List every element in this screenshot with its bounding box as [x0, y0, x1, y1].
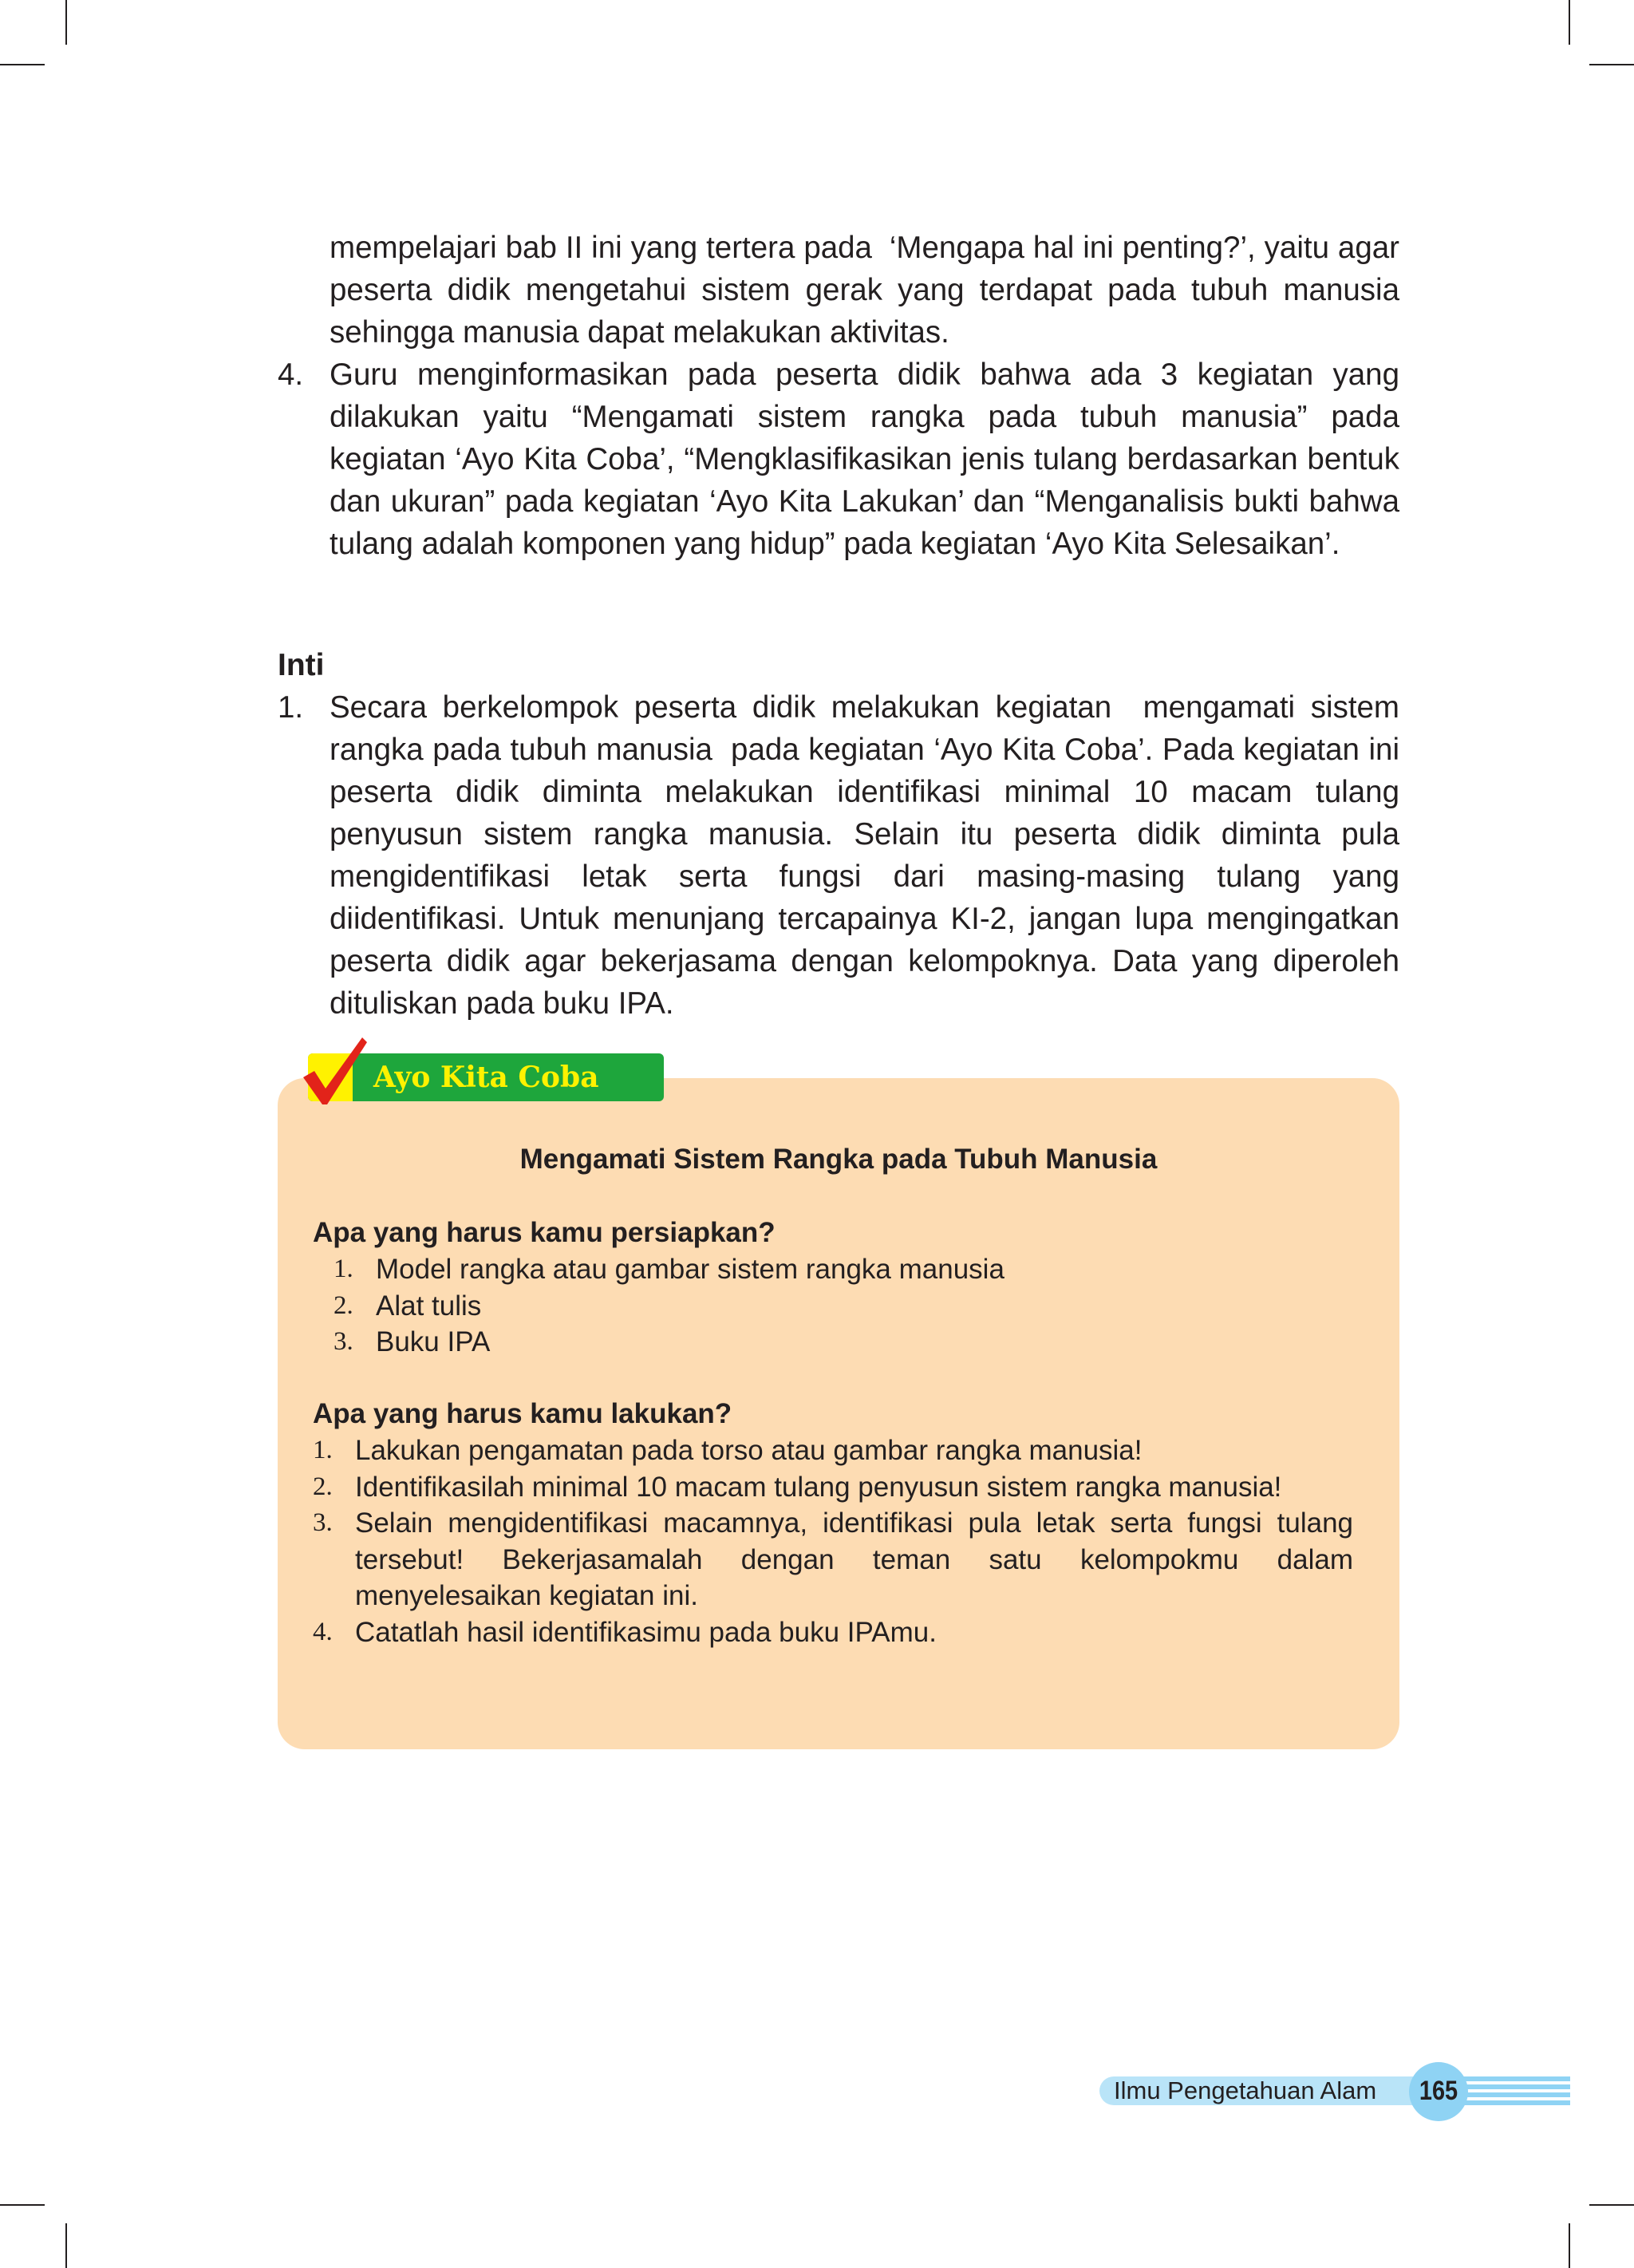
inti-section: [278, 644, 1399, 1025]
crop-mark: [1569, 0, 1570, 45]
crop-mark: [65, 2223, 67, 2268]
list-item-number: 3.: [334, 1327, 353, 1356]
list-item: [313, 1614, 1353, 1651]
list-item-text: Selain mengidentifikasi macamnya, identifikasi pula letak serta fungsi tulang tersebut! Bekerjasamalah dengan teman satu kelompokmu dalam menyelesaikan kegiatan ini.: [355, 1507, 1353, 1611]
list-item-text: Catatlah hasil identifikasimu pada buku IPAmu.: [355, 1616, 937, 1648]
footer-book-title: Ilmu Pengetahuan Alam: [1114, 2076, 1377, 2104]
list-item-number: 1.: [334, 1255, 353, 1283]
intro-item-4-number: 4.: [278, 358, 304, 392]
list-item-text: Lakukan pengamatan pada torso atau gambar rangka manusia!: [355, 1435, 1143, 1466]
do-heading: Apa yang harus kamu lakukan?: [313, 1398, 732, 1429]
page-number: 165: [1419, 2076, 1458, 2106]
crop-mark: [1589, 64, 1634, 65]
list-item-text: Alat tulis: [376, 1290, 482, 1322]
inti-heading: Inti: [278, 648, 325, 682]
list-item-text: Buku IPA: [376, 1326, 491, 1357]
list-item-text: Identifikasilah minimal 10 macam tulang penyusun sistem rangka manusia!: [355, 1471, 1282, 1503]
intro-continuation-text: mempelajari bab II ini yang tertera pada ‘Mengapa hal ini penting?’, yaitu agar peserta didik mengetahui sistem gerak yang terdapat pada tubuh manusia sehingga manusia dapat melakukan aktivitas.: [330, 231, 1399, 350]
prep-heading: Apa yang harus kamu persiapkan?: [313, 1217, 776, 1248]
intro-section: [278, 227, 1399, 565]
list-item: [334, 1251, 1371, 1288]
list-item-number: 2.: [313, 1472, 333, 1501]
crop-mark: [1569, 2223, 1570, 2268]
intro-item-4-text: Guru menginformasikan pada peserta didik bahwa ada 3 kegiatan yang dilakukan yaitu “Mengamati sistem rangka pada tubuh manusia” pada kegiatan ‘Ayo Kita Coba’, “Mengklasifikasikan jenis tulang berdasarkan bentuk dan ukuran” pada kegiatan ‘Ayo Kita Lakukan’ dan “Menganalisis bukti bahwa tulang adalah komponen yang hidup” pada kegiatan ‘Ayo Kita Selesaikan’.: [330, 358, 1399, 561]
crop-mark: [1589, 2204, 1634, 2206]
checkmark-icon: [300, 1036, 369, 1108]
list-item-number: 2.: [334, 1290, 353, 1320]
crop-mark: [0, 64, 45, 65]
activity-title: Mengamati Sistem Rangka pada Tubuh Manusia: [519, 1144, 1158, 1175]
badge-label: Ayo Kita Coba: [373, 1061, 599, 1094]
list-item-text: Model rangka atau gambar sistem rangka manusia: [376, 1254, 1004, 1285]
list-item-number: 1.: [313, 1436, 333, 1464]
list-item: [313, 1432, 1353, 1469]
do-list: [313, 1432, 1353, 1650]
list-item: [334, 1324, 1371, 1361]
prep-list: [334, 1251, 1371, 1361]
list-item: [334, 1288, 1371, 1325]
crop-mark: [65, 0, 67, 45]
crop-mark: [0, 2204, 45, 2206]
inti-item-1-text: Secara berkelompok peserta didik melakukan kegiatan mengamati sistem rangka pada tubuh manusia pada kegiatan ‘Ayo Kita Coba’. Pada kegiatan ini peserta didik diminta melakukan identifikasi minimal 10 macam tulang penyusun sistem rangka manusia. Selain itu peserta didik diminta pula mengidentifikasi letak serta fungsi dari masing-masing tulang yang diidentifikasi. Untuk menunjang tercapainya KI-2, jangan lupa mengingatkan peserta didik agar bekerjasama dengan kelompoknya. Data yang diperoleh dituliskan pada buku IPA.: [330, 690, 1399, 1021]
list-item-number: 4.: [313, 1617, 333, 1646]
inti-item-1-number: 1.: [278, 690, 304, 725]
list-item: [313, 1505, 1353, 1614]
list-item: [313, 1469, 1353, 1506]
intro-continuation: [278, 227, 1399, 354]
intro-item-4: [278, 354, 1399, 565]
list-item-number: 3.: [313, 1508, 333, 1537]
inti-item-1: [278, 686, 1399, 1025]
